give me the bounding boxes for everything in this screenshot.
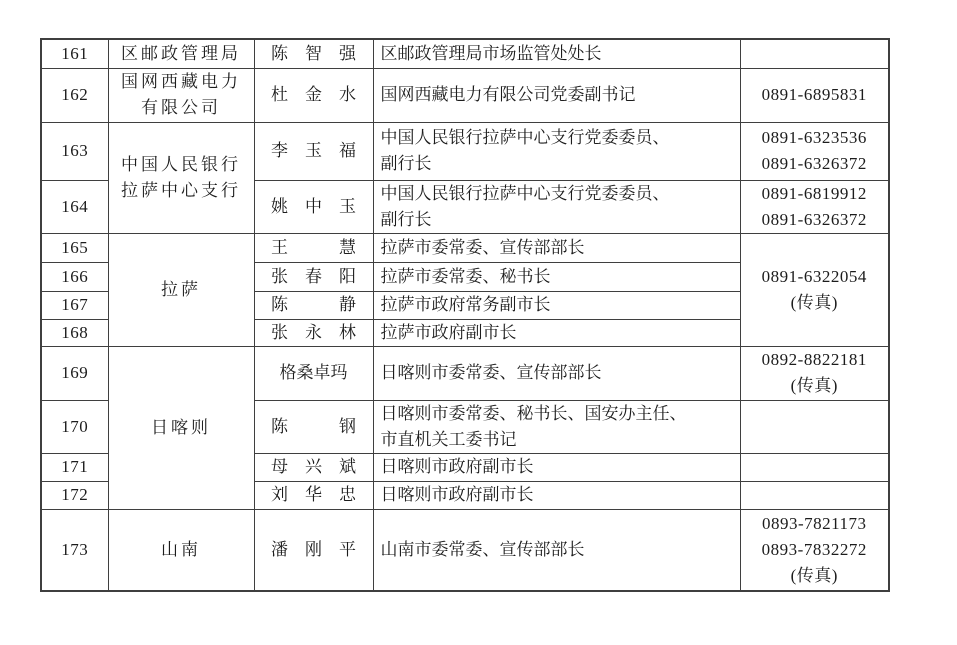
title-line: 拉萨市委常委、宣传部部长 [380,237,585,257]
title-line: 中国人民银行拉萨中心支行党委委员、 [380,128,670,147]
phone-line: 0891-6323536 [761,128,867,147]
row-number-cell: 161 [41,39,108,68]
title-cell [373,481,740,509]
org-cell [108,233,254,346]
title-line: 日喀则市委常委、宣传部部长 [380,363,602,382]
title-line: 山南市委常委、宣传部部长 [380,539,585,559]
table-row [41,509,889,591]
phone-line: 0891-6326372 [761,209,867,229]
name-cell: 王 慧 [254,233,373,262]
org-cell [108,346,254,509]
row-number-cell: 167 [41,291,108,319]
name-cell: 陈 智 强 [254,39,373,68]
name-cell: 李 玉 福 [254,122,373,180]
name-cell: 潘 刚 平 [254,509,373,591]
phone-cell [740,68,889,122]
phone-cell [740,481,889,509]
title-cell [373,453,740,481]
name-cell: 张 永 林 [254,319,373,346]
phone-line: 0893-7832272 [761,539,867,559]
row-number-cell: 162 [41,68,108,122]
org-cell [108,122,254,233]
phone-line: 0893-7821173 [761,513,867,533]
org-line: 拉萨中心支行 [121,180,241,200]
org-line: 有限公司 [141,98,221,117]
name-cell: 张 春 阳 [254,262,373,291]
title-line: 国网西藏电力有限公司党委副书记 [380,85,636,104]
phone-cell [740,346,889,400]
org-line: 国网西藏电力 [121,72,241,91]
name-cell: 母 兴 斌 [254,453,373,481]
title-cell [373,180,740,233]
title-cell [373,39,740,68]
table-row [41,233,889,262]
phone-line: 0892-8822181 [761,350,867,369]
phone-line: 0891-6819912 [761,183,867,203]
title-cell [373,68,740,122]
row-number-cell: 166 [41,262,108,291]
title-line: 拉萨市政府常务副市长 [380,295,551,314]
name-cell: 陈 静 [254,291,373,319]
phone-cell [740,400,889,453]
title-line: 区邮政管理局市场监管处处长 [380,43,602,63]
title-line: 日喀则市政府副市长 [380,457,534,476]
org-line: 中国人民银行 [121,154,241,174]
org-cell [108,68,254,122]
row-number-cell: 163 [41,122,108,180]
phone-line: 0891-6326372 [761,154,867,173]
row-number-cell: 169 [41,346,108,400]
phone-cell [740,453,889,481]
org-line: 山南 [161,539,201,559]
name-cell: 刘 华 忠 [254,481,373,509]
row-number-cell: 171 [41,453,108,481]
title-cell [373,291,740,319]
org-line: 拉萨 [161,279,201,299]
title-cell [373,122,740,180]
row-number-cell: 164 [41,180,108,233]
phone-cell [740,509,889,591]
table-row [41,346,889,400]
phone-line: (传真) [790,376,838,395]
title-cell [373,346,740,400]
table-row [41,39,889,68]
title-line: 副行长 [380,209,432,229]
table-row [41,68,889,122]
table-row [41,122,889,180]
org-cell [108,39,254,68]
title-line: 拉萨市政府副市长 [380,322,517,342]
row-number-cell: 165 [41,233,108,262]
name-cell: 格桑卓玛 [254,346,373,400]
org-line: 区邮政管理局 [121,43,241,63]
org-cell [108,509,254,591]
name-cell: 姚 中 玉 [254,180,373,233]
phone-line: 0891-6895831 [761,85,867,104]
row-number-cell: 172 [41,481,108,509]
title-line: 日喀则市政府副市长 [380,485,534,504]
phone-cell [740,39,889,68]
phone-line: (传真) [790,565,838,585]
row-number-cell: 168 [41,319,108,346]
title-line: 副行长 [380,154,432,173]
org-line: 日喀则 [151,417,211,437]
title-line: 市直机关工委书记 [380,429,517,449]
phone-line: 0891-6322054 [761,266,867,286]
title-cell [373,509,740,591]
row-number-cell: 173 [41,509,108,591]
phone-cell [740,122,889,180]
name-cell: 杜 金 水 [254,68,373,122]
name-cell: 陈 钢 [254,400,373,453]
title-line: 中国人民银行拉萨中心支行党委委员、 [380,183,670,203]
title-cell [373,319,740,346]
title-cell [373,262,740,291]
title-line: 日喀则市委常委、秘书长、国安办主任、 [380,403,687,423]
phone-line: (传真) [790,292,838,312]
title-cell [373,233,740,262]
title-line: 拉萨市委常委、秘书长 [380,266,551,286]
title-cell [373,400,740,453]
phone-cell [740,180,889,233]
contact-table [40,38,890,592]
phone-cell [740,233,889,346]
row-number-cell: 170 [41,400,108,453]
